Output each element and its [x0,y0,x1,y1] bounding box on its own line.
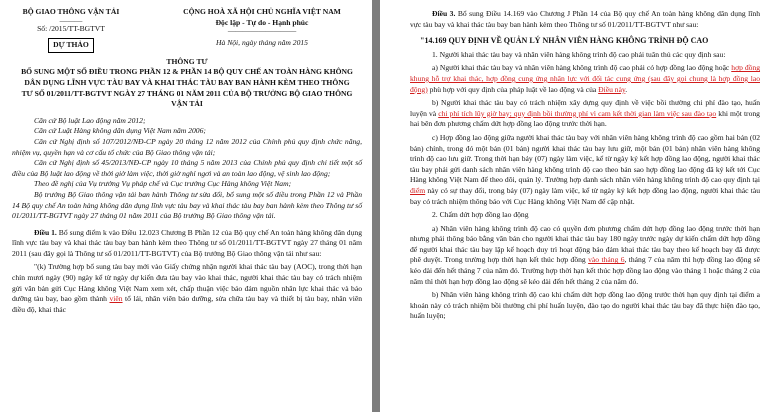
doc-title: BỔ SUNG MỘT SỐ ĐIỀU TRONG PHẦN 12 & PHẦN 14 BỘ QUY CHẾ AN TOÀN HÀNG KHÔNG DÂN DỤNG LĨNH VỰC TÀU BAY VÀ KHAI THÁC TÀU BAY BAN HÀNH KÈM THEO THÔNG TƯ SỐ 01/2011/TT-BGTVT NGÀY 27 THÁNG 01 NĂM 2011 CỦA BỘ TRƯỞNG BỘ GIAO THÔNG VẬN TẢI [21,67,353,109]
agency-block [12,7,130,53]
clause-1a: a) Người khai thác tàu bay và nhân viên hàng không trình độ cao phải có hợp đồng lao động hoặc hợp đồng khung hỗ trợ khai thác, hợp đồng cung ứng nhân lực với đối tác cung ứng (sau đây gọi chung là hợp đồng lao động) phù hợp với quy định của pháp luật về lao động và của Điều này. [410,63,761,94]
document-page-left [0,0,372,412]
legal-basis: Bộ trưởng Bộ Giao thông vận tải ban hành Thông tư sửa đổi, bổ sung một số điều trong Phần 12 và Phần 14 Bộ quy chế An toàn hàng không dân dụng lĩnh vực tàu bay và khai thác tàu bay ban hành kèm theo Thông tư số 01/2011/TT-BGTVT ngày 27 tháng 01 năm 2011 của Bộ trưởng Bộ Giao thông vận tải. [12,189,362,221]
agency-name: BỘ GIAO THÔNG VẬN TẢI [22,7,120,16]
motto-rule: ————————— [227,26,297,36]
doc-number: Số: /2015/TT-BGTVT [37,23,105,33]
tracked-change: vào tháng 6 [588,255,625,265]
country-name: CỘNG HOÀ XÃ HỘI CHỦ NGHĨA VIỆT NAM [183,7,341,16]
agency-rule: ——— [59,15,83,25]
article-3-text: Bổ sung Điều 14.169 vào Chương J Phần 14 của Bộ quy chế An toàn hàng không dân dụng lĩnh vực tàu bay và khai thác tàu bay ban hành kèm theo Thông tư số 01/2011/TT-BGTVT như sau: [410,9,760,29]
doc-type: THÔNG TƯ [166,56,208,66]
article-1-text: Bổ sung điểm k vào Điều 12.023 Chương B Phần 12 của Bộ quy chế An toàn hàng không dân dụng lĩnh vực tàu bay và khai thác tàu bay ban hành kèm theo Thông tư số 01/2011/TT-BGTVT ngày 27 tháng 01 năm 2011 (sau đây gọi là Thông tư số 01/2011/TT-BGTVT) của Bộ trưởng Bộ Giao thông vận tải như sau: [12,227,362,258]
legal-basis: Theo đề nghị của Vụ trưởng Vụ pháp chế và Cục trưởng Cục Hàng không Việt Nam; [34,179,292,189]
legal-basis: Căn cứ Luật Hàng không dân dụng Việt Nam năm 2006; [34,126,206,136]
legal-basis: Căn cứ Bộ luật Lao động năm 2012; [34,115,146,125]
tracked-change: Điều này [598,84,626,94]
legal-bases [12,116,362,222]
tracked-change: chi phí tích lũy giờ bay; quy định bồi thường phí vì cam kết thời gian làm việc sau đào tạo [438,108,717,118]
tracked-change: viên [109,294,123,304]
legal-basis: Căn cứ Nghị định số 45/2013/NĐ-CP ngày 10 tháng 5 năm 2013 của Chính phủ quy định chi tiết một số điều của Bộ luật lao động về thời giờ làm việc, thời giờ nghỉ ngơi và an toàn lao động, vệ sinh lao động; [12,158,362,178]
article-3-label: Điều 3. [432,9,456,18]
article-1-label: Điều 1. [34,227,57,237]
document-header [12,7,362,53]
clause-2b: b) Nhân viên hàng không trình độ cao khi chấm dứt hợp đồng lao động trước thời hạn quy định tại điểm a khoản này có trách nhiệm bồi thường chi phí huấn luyện, đào tạo do người khai thác tàu bay đã thực hiện đào tạo, huấn luyện; [410,290,760,321]
section-heading: "14.169 QUY ĐỊNH VỀ QUẢN LÝ NHÂN VIÊN HÀNG KHÔNG TRÌNH ĐỘ CAO [420,36,709,46]
country-block [162,7,362,53]
clause-2: 2. Chấm dứt hợp đồng lao động [432,210,529,220]
legal-basis: Căn cứ Nghị định số 107/2012/NĐ-CP ngày 20 tháng 12 năm 2012 của Chính phủ quy định chức năng, nhiệm vụ, quyền hạn và cơ cấu tổ chức của Bộ Giao thông vận tải; [12,136,362,157]
article-3 [410,9,760,30]
clause-2a: a) Nhân viên hàng không trình độ cao có quyền đơn phương chấm dứt hợp đồng lao động trước thời hạn nhưng phải thông báo bằng văn bản cho người khai thác tàu bay 180 ngày trước ngày dự kiến chấm dứt hợp đồng để người khai thác tàu bay lập kế hoạch duy trì hoạt động bảo đảm khai thác tàu bay theo kế hoạch bay đã được phê duyệt. Trong trường hợp thời hạn kết thúc hợp đồng vào tháng 6, tháng 7 của năm thì hợp đồng lao động sẽ kéo dài đến hết tháng 7 của năm đó. Trường hợp thời hạn kết thúc hợp đồng lao động vào tháng 1 hoặc tháng 2 của năm thì thời hạn hợp đồng lao động sẽ kéo dài đến hết tháng 2 của năm đó. [410,223,761,286]
draft-label: DỰ THẢO [48,38,94,53]
document-page-right [380,0,768,412]
place-date: Hà Nội, ngày tháng năm 2015 [216,38,308,48]
tracked-change: hợp đồng khung hỗ trợ khai thác, hợp đồng cung ứng nhân lực với đối tác cung ứng (sau đây gọi chung là hợp đồng lao động) [410,63,761,94]
motto: Độc lập - Tự do - Hạnh phúc [215,17,309,27]
tracked-change: điểm [410,185,426,195]
clause-1b: b) Người khai thác tàu bay có trách nhiệm xây dựng quy định về việc bồi thường chi phí đào tạo, huấn luyện và chi phí tích lũy giờ bay; quy định bồi thường phí vì cam kết thời gian làm việc sau đào tạo khi một trong hai bên đơn phương chấm dứt hợp đồng lao động trước thời hạn. [410,98,760,129]
article-1-point-k: "(k) Trường hợp bổ sung tàu bay mới vào Giấy chứng nhận người khai thác tàu bay (AOC), trong thời hạn chín mươi ngày (90) ngày kể từ ngày dự kiến đưa tàu bay vào khai thác, người khai thác tàu bay có trách nhiệm gửi văn bản gửi Cục Hàng không Việt Nam xem xét, chấp thuận việc bảo đảm nguồn nhân lực khai thác và bảo dưỡng tàu bay, bao gồm thành viên tổ lái, nhân viên bảo dưỡng, sửa chữa tàu bay và thiết bị tàu bay, nhân viên điều độ, khai thác [12,262,362,314]
clause-1c: c) Hợp đồng lao động giữa người khai thác tàu bay với nhân viên hàng không trình độ cao gồm hai bản (02 bản) chính, trong đó một bản (01 bản) người khai thác tàu bay lưu giữ, một bản (01 bản) nhân viên hàng không trình độ cao lưu giữ. Trong thời hạn bảy (07) ngày làm việc, kể từ ngày ký kết hợp đồng lao động, người khai thác tàu bay phải gửi danh sách nhân viên hàng không trình độ cao theo bản sao hợp đồng lao động đã ký kết tới Cục Hàng không Việt Nam để theo dõi, quản lý. Trường hợp danh sách nhân viên hàng không trình độ cao quy định tại điểm này có sự thay đổi, trong bảy (07) ngày làm việc, kể từ ngày ký kết hợp đồng lao động, người khai thác tàu bay có trách nhiệm thông báo với Cục Hàng không Việt Nam để cập nhật. [410,132,760,206]
article-1 [12,228,362,260]
clause-1: 1. Người khai thác tàu bay và nhân viên hàng không trình độ cao phải tuân thủ các quy định sau: [432,49,726,59]
